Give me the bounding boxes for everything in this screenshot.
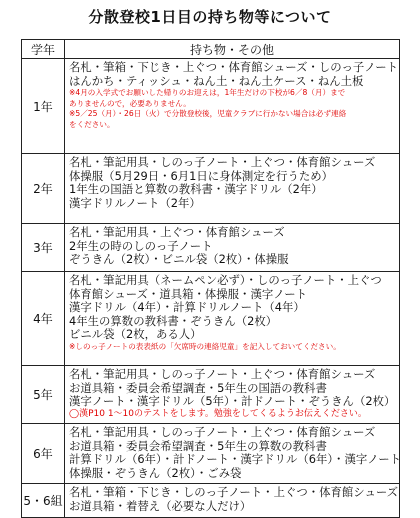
items-cell	[65, 59, 400, 154]
belongings-table	[21, 39, 400, 518]
item-line: 体育館シューズ・道具箱・体操服・漢字ノート	[69, 286, 308, 301]
item-line: 体操服（5月29日・6月1日に身体測定を行うため）	[69, 168, 334, 183]
item-line: ビニル袋（2枚，ある人）	[69, 327, 202, 341]
item-line: 名札・筆箱・下じき・しのっ子ノート・上ぐつ・体育館シューズ	[69, 485, 399, 499]
item-line: 名札・筆記用具・しのっ子ノート・上ぐつ・体育館シューズ	[69, 367, 376, 381]
items-cell	[65, 366, 400, 424]
item-line: はんかち・ティッシュ・ねん土・ねん土ケース・ねん土板	[69, 73, 364, 88]
note-line: ※しのっ子ノートの表表紙の「欠席時の連絡児童」を記入しておいてください。	[69, 341, 341, 351]
note-line: ※4月の入学式でお願いした帰りのお迎えは，1年生だけの下校が6／8（月）まで	[69, 88, 346, 97]
item-line: お道具箱・委員会希望調査・5年生の国語の教科書	[69, 380, 327, 395]
item-line: 名札・筆記用具・しのっ子ノート・上ぐつ・体育館シューズ	[69, 155, 376, 169]
note-line: ありませんので，必要ありません。	[69, 98, 191, 108]
item-line: お道具箱・着替え（必要な人だけ）	[69, 498, 252, 513]
items-cell	[65, 272, 400, 366]
table-row-grade-1	[22, 59, 400, 154]
item-line: 体操服・ぞうきん（2枚）・ごみ袋	[69, 465, 242, 480]
item-line: 名札・筆記用具・しのっ子ノート・上ぐつ・体育館シューズ	[69, 425, 376, 439]
item-line: 計算ドリル（6年）・計ドノート・漢字ドリル（6年）・漢字ノート	[69, 452, 402, 466]
note-line: ※5／25（月）・26日（火）で分散登校後，児童クラブに行かない場合は必ず連絡	[69, 109, 347, 118]
item-line: 漢字ノート・漢字ドリル（5年）・計ドノート・ぞうきん（2枚）	[69, 394, 396, 408]
items-cell	[65, 424, 400, 484]
item-line: 2年生の時のしのっ子ノート	[69, 238, 213, 253]
items-column-header: 持ち物・その他	[65, 40, 400, 59]
item-line: 名札・筆箱・下じき・上ぐつ・体育館シューズ・しのっ子ノート	[69, 60, 399, 74]
item-line: 漢字ドリル（4年）・計算ドリルノート（4年）	[69, 300, 305, 314]
items-cell	[65, 224, 400, 272]
item-line: ぞうきん（2枚）・ビニル袋（2枚）・体操服	[69, 252, 289, 266]
note-line: をください。	[69, 119, 115, 129]
table-row-grade-4	[22, 272, 400, 366]
item-line: 1年生の国語と算数の教科書・漢字ドリル（2年）	[69, 182, 323, 196]
items-cell	[65, 154, 400, 224]
table-row-grade-3	[22, 224, 400, 272]
grade-column-header: 学年	[22, 40, 65, 59]
grade-cell: 1年	[22, 59, 65, 154]
grade-cell: 5・6組	[22, 484, 65, 518]
item-line: 名札・筆記用具・上ぐつ・体育館シューズ	[69, 225, 285, 239]
document-title: 分散登校1日目の持ち物等について	[88, 8, 332, 26]
grade-cell: 6年	[22, 424, 65, 484]
table-row-grade-5	[22, 366, 400, 424]
grade-cell: 3年	[22, 224, 65, 272]
table-header-row	[22, 40, 400, 59]
items-cell	[65, 484, 400, 518]
table-row-class-5-6	[22, 484, 400, 518]
item-line: お道具箱・委員会希望調査・5年生の算数の教科書	[69, 438, 327, 453]
item-line: 漢字ドリルノート（2年）	[69, 195, 201, 210]
table-row-grade-2	[22, 154, 400, 224]
item-line: 4年生の算数の教科書・ぞうきん（2枚）	[69, 313, 278, 328]
grade-cell: 5年	[22, 366, 65, 424]
item-line: 名札・筆記用具（ネームペン必ず）・しのっ子ノート・上ぐつ	[69, 273, 382, 287]
grade-cell: 4年	[22, 272, 65, 366]
grade-cell: 2年	[22, 154, 65, 224]
table-row-grade-6	[22, 424, 400, 484]
note-line: ◯漢P10 1～10のテストをします。勉強をしてくるようお伝えください。	[69, 408, 367, 419]
